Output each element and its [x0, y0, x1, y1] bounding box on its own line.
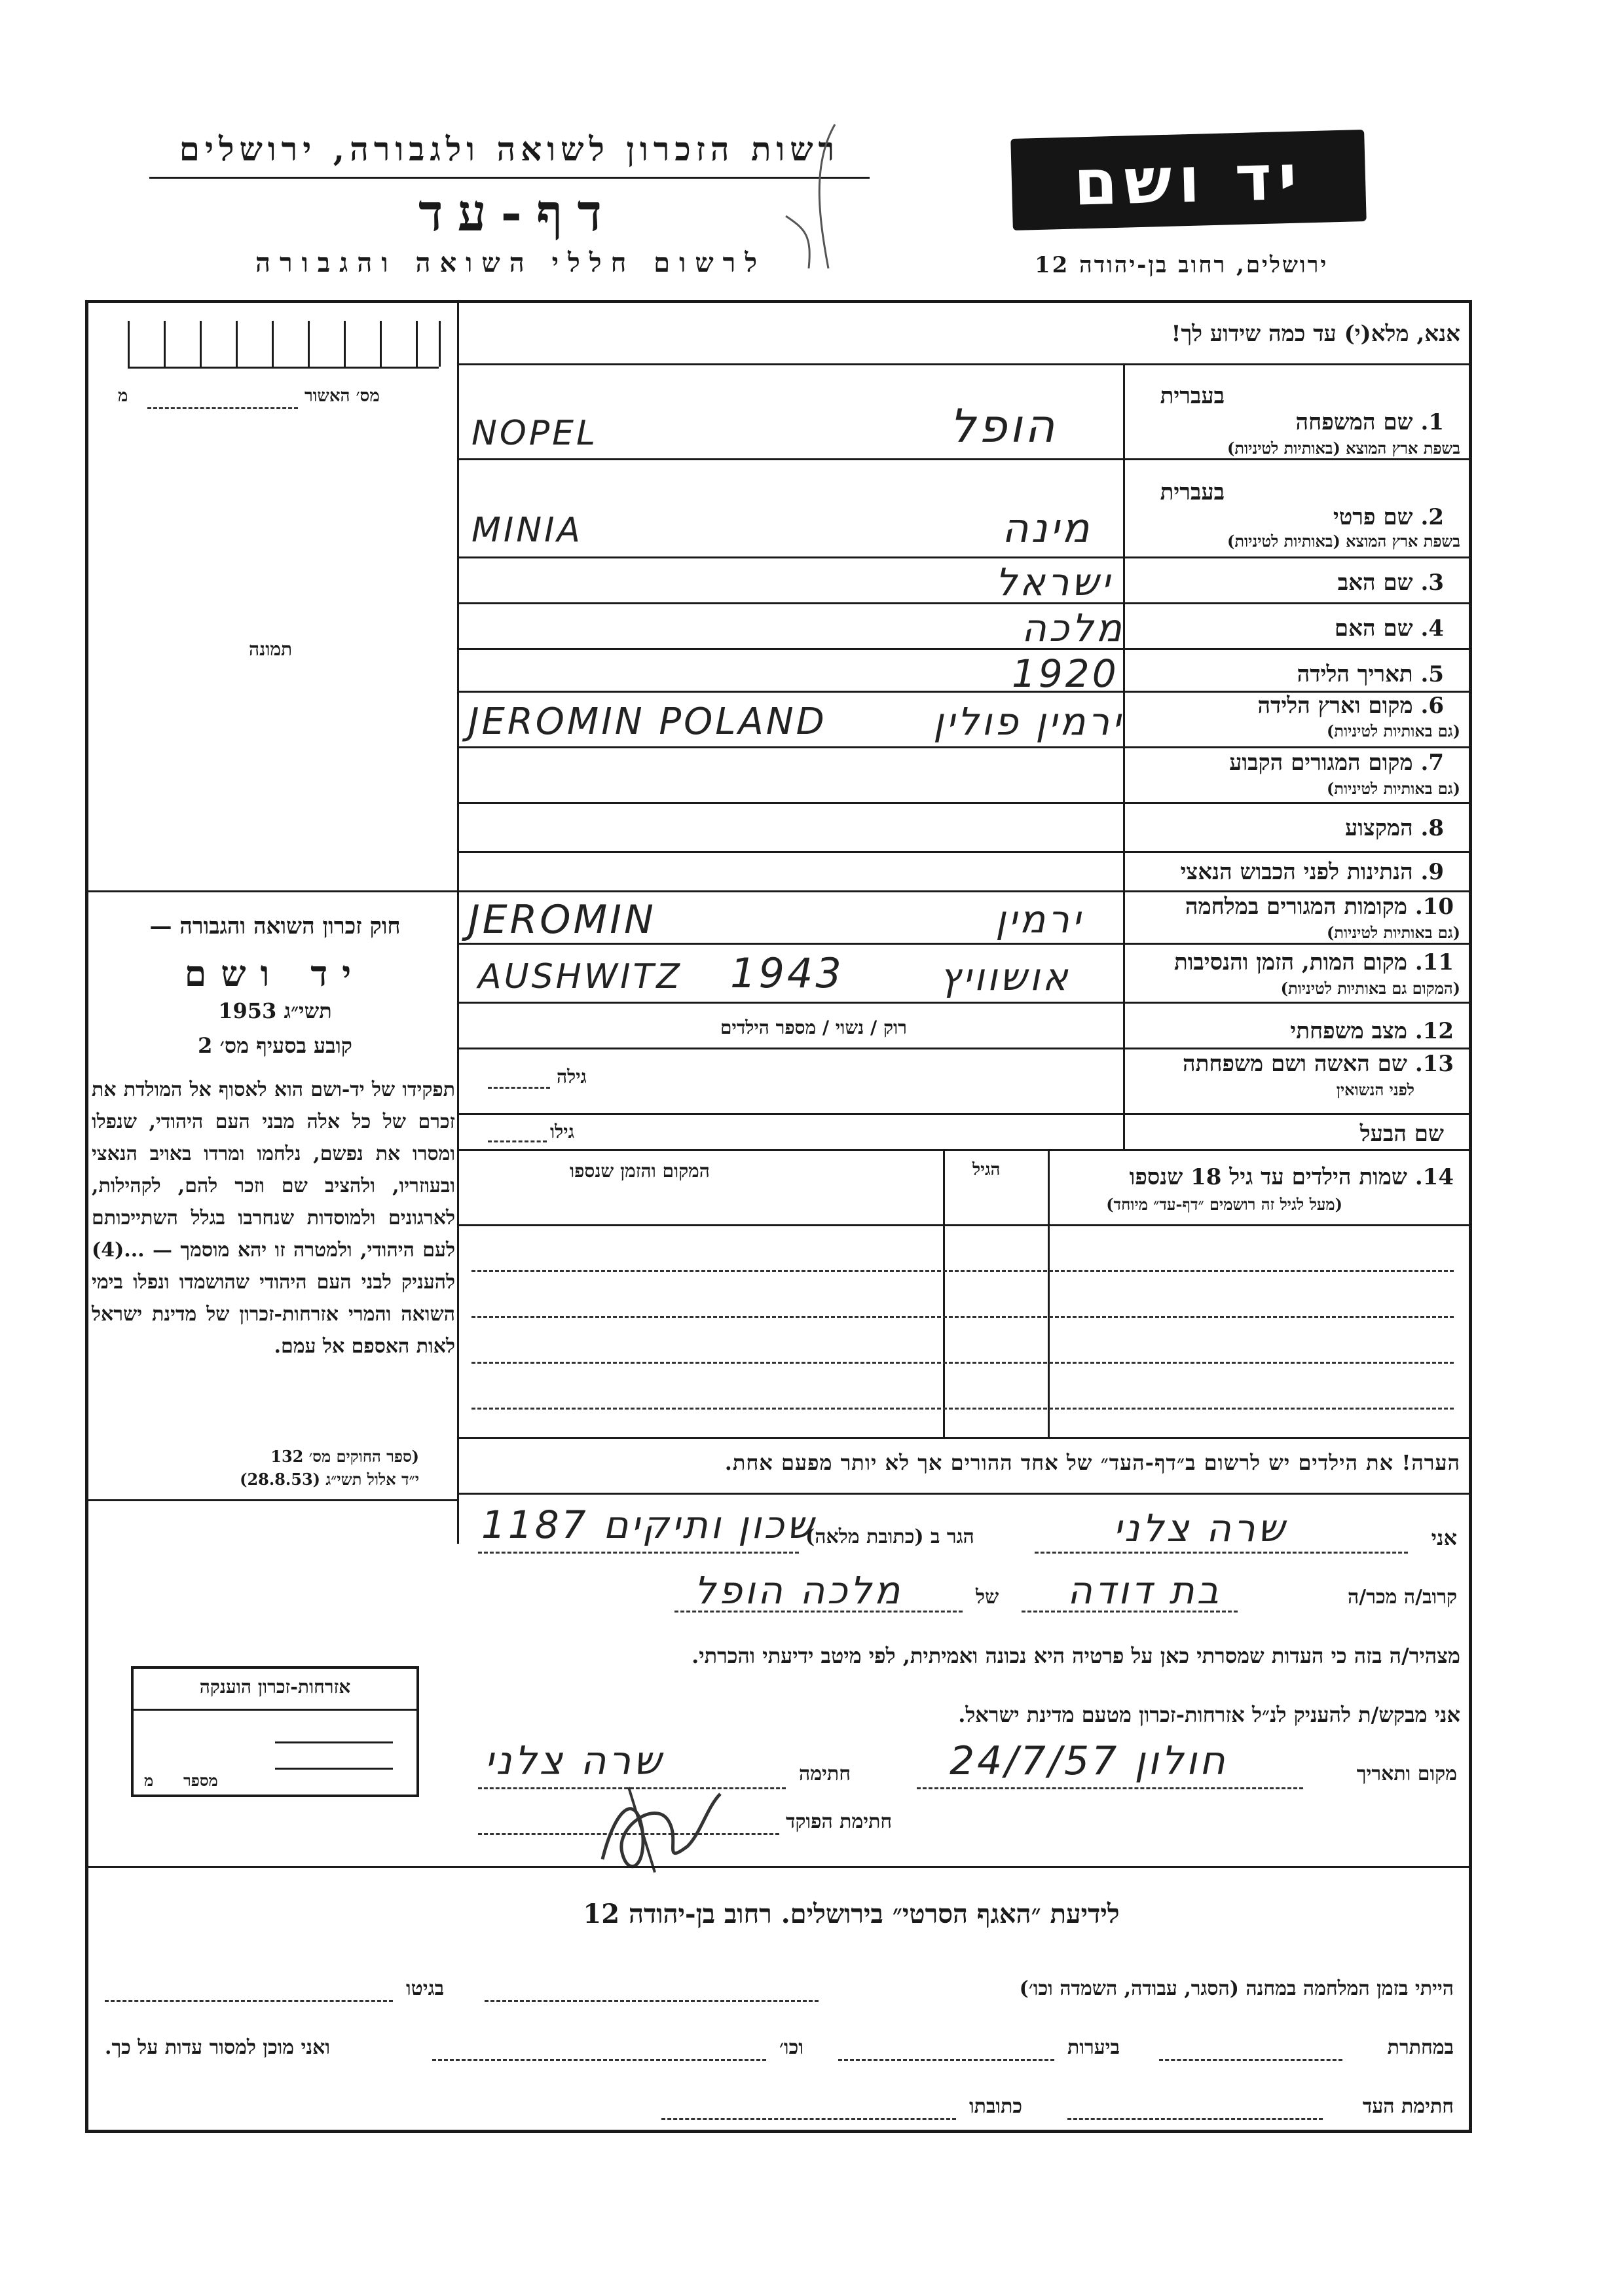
field-4-label	[1335, 615, 1444, 642]
field-3-hebrew[interactable]: ישראל	[995, 560, 1113, 604]
field-5-num: 5.	[1420, 661, 1444, 687]
footer-line2-c: וכו׳	[779, 2036, 803, 2059]
intro-rule	[457, 363, 1472, 365]
row-rule-14	[457, 1149, 1472, 1151]
field-7-text: מקום המגורים הקבוע	[1229, 750, 1413, 776]
field-11-year[interactable]: 1943	[730, 949, 844, 997]
footer-line3-field-a	[1067, 2118, 1323, 2120]
field-2-num: 2.	[1420, 504, 1444, 530]
field-1-sub: בשפת ארץ המוצא (באותיות לטיניות)	[1227, 439, 1460, 458]
stamp-no-label: מספר	[183, 1771, 218, 1790]
field-1-hebrew[interactable]: הופל	[950, 399, 1058, 453]
stamp-line-1	[131, 1709, 419, 1711]
field-11-hebrew[interactable]: אושוויץ	[940, 955, 1071, 999]
decl-address[interactable]: שכון ותיקים 1187	[481, 1503, 817, 1547]
field-13-num: 13.	[1414, 1051, 1454, 1077]
row-rule-3	[457, 602, 1472, 604]
law-year-heb: תשי״ג	[284, 998, 332, 1023]
law-source: (ספר החוקים מס׳ 132	[270, 1447, 419, 1466]
footer-line2-a: במחתרת	[1387, 2036, 1454, 2059]
field-14-label	[1130, 1164, 1454, 1190]
decl-of-label: של	[976, 1586, 999, 1609]
field-13-label	[1183, 1051, 1454, 1077]
footer-line1-b: בגיטו	[406, 1977, 445, 2000]
field-6-text: מקום וארץ הלידה	[1257, 693, 1413, 719]
children-row-4	[471, 1362, 1454, 1364]
footer-line2-field-c	[432, 2059, 766, 2061]
row-rule-4	[457, 648, 1472, 650]
decl-i-name[interactable]: שרה צלני	[1113, 1506, 1287, 1550]
field-6-num: 6.	[1420, 693, 1444, 719]
field-14-sub: (מעל לגיל זה רושמים ״דף-עד״ מיוחד)	[1106, 1195, 1342, 1214]
field-5-text: תאריך הלידה	[1297, 661, 1413, 687]
field-14-text: שמות הילדים עד גיל 18 שנספו	[1129, 1164, 1407, 1190]
decl-i-label: אני	[1431, 1525, 1457, 1550]
field-12-num: 12.	[1414, 1018, 1454, 1044]
field-2-sub: בשפת ארץ המוצא (באותיות לטיניות)	[1227, 532, 1460, 551]
decl-i-line	[1035, 1552, 1408, 1554]
law-top-rule	[85, 890, 458, 892]
children-row-2	[471, 1270, 1454, 1272]
children-bottom-rule	[457, 1437, 1472, 1439]
field-12-text: מצב משפחתי	[1290, 1018, 1407, 1044]
approval-no-line	[147, 407, 298, 409]
approval-no-mark: מ	[118, 386, 128, 406]
field-9-num: 9.	[1420, 859, 1444, 885]
field-11-latin[interactable]: AUSHWITZ	[478, 957, 682, 996]
decl-place-date[interactable]: חולון 24/7/57	[950, 1738, 1228, 1784]
law-title: חוק זכרון השואה והגבורה —	[149, 913, 401, 939]
photo-label: תמונה	[249, 638, 293, 660]
stamp-line-3	[275, 1768, 393, 1770]
husband-age-line	[488, 1140, 547, 1142]
field-6-latin[interactable]: JEROMIN POLAND	[468, 701, 827, 743]
row-rule-9	[457, 890, 1472, 892]
field-3-label	[1338, 570, 1444, 596]
field-10-latin[interactable]: JEROMIN	[468, 897, 656, 943]
field-7-num: 7.	[1420, 750, 1444, 776]
children-col-divider-1	[943, 1149, 945, 1437]
decl-resides-label: הגר ב (כתובת מלאה)	[805, 1525, 974, 1548]
field-13-age-label: גילה	[557, 1066, 587, 1087]
stamp-no-mark: מ	[144, 1771, 154, 1790]
footer-line1-field2	[105, 2000, 393, 2002]
decl-of-line	[674, 1611, 963, 1613]
field-14-num: 14.	[1414, 1164, 1454, 1190]
field-7-label	[1229, 750, 1444, 776]
footer-line2-field-b	[838, 2059, 1054, 2061]
law-year	[95, 998, 455, 1023]
decl-request: אני מבקש/ת להעניק לנ״ל אזרחות-זכרון מטעם מדינת ישראל.	[958, 1702, 1460, 1727]
footer-top-rule	[85, 1866, 1472, 1868]
field-2-latin[interactable]: MINIA	[471, 511, 583, 550]
sidebar-divider	[457, 300, 459, 1544]
institute-underline	[149, 177, 870, 179]
field-6-sub: (גם באותיות לטיניות)	[1326, 721, 1460, 740]
field-7-sub: (גם באותיות לטיניות)	[1326, 779, 1460, 798]
approval-no-label: מס׳ האשור	[304, 386, 380, 406]
children-row-3	[471, 1316, 1454, 1318]
field-10-sub: (גם באותיות לטיניות)	[1326, 923, 1460, 942]
form-subtitle: לרשום חללי השואה והגבורה	[255, 247, 767, 278]
children-row-5	[471, 1408, 1454, 1410]
field-13-sub: לפני הנשואין	[1336, 1080, 1414, 1099]
form-title: דף-עד	[418, 183, 616, 243]
row-rule-13	[457, 1113, 1472, 1115]
husband-age-label: גילו	[550, 1121, 574, 1142]
footer-line3-field-b	[661, 2118, 956, 2120]
field-2-label	[1333, 504, 1444, 530]
field-8-num: 8.	[1420, 815, 1444, 841]
field-2-text: שם פרטי	[1333, 504, 1413, 530]
stamp-title: אזרחות-זכרון הוענקה	[199, 1676, 351, 1698]
field-13-text: שם האשה ושם משפחתה	[1183, 1051, 1407, 1077]
law-source-date: י״ד אלול תשי״ג (28.8.53)	[240, 1470, 419, 1489]
footer-line1-field	[485, 2000, 819, 2002]
field-1-label	[1296, 409, 1444, 435]
field-12-label	[1290, 1018, 1454, 1044]
decl-signature-label: חתימה	[799, 1762, 851, 1785]
field-3-text: שם האב	[1337, 570, 1413, 596]
footer-line1-a: הייתי בזמן המלחמה במחנה (הסגר, עבודה, השמדה וכו׳)	[1019, 1977, 1454, 2000]
field-10-label	[1185, 894, 1454, 920]
field-1-text: שם המשפחה	[1295, 409, 1413, 435]
field-10-num: 10.	[1414, 894, 1454, 920]
footer-line3-a: חתימת העד	[1362, 2095, 1454, 2118]
field-13-age-line	[488, 1087, 550, 1089]
row-rule-2	[457, 556, 1472, 558]
decl-of-name[interactable]: מלכה הופל	[694, 1568, 903, 1613]
intro-text: אנא, מלא(י) עד כמה שידוע לך!	[1171, 321, 1460, 347]
field-11-label	[1174, 949, 1454, 975]
row-rule-7	[457, 802, 1472, 804]
field-4-num: 4.	[1420, 615, 1444, 642]
decl-signature[interactable]: שרה צלני	[485, 1738, 664, 1784]
row-rule-1	[457, 458, 1472, 460]
field-5-value[interactable]: 1920	[1012, 651, 1119, 696]
footer-title: לידיעת ״האגף הסרטי״ בירושלים. רחוב בן-יהודה 12	[583, 1899, 1120, 1929]
field-1-latin[interactable]: NOPEL	[471, 414, 599, 453]
field-3-num: 3.	[1420, 570, 1444, 596]
field-9-label	[1181, 859, 1445, 885]
field-8-label	[1345, 815, 1444, 841]
law-body: תפקידו של יד-ושם הוא לאסוף אל המולדת את זכרם של כל אלה מבני העם היהודי, שנפלו ומסרו את נפשם, נלחמו ומרדו באויב הנאצי ובעוזריו, ולהציב שם וזכר להם, לקהילות, לארגונים ולמוסדות שנחרבו בגלל השתייכותם לעם היהודי, ולמטרה זו יהא מוסמך — ...(4) להעניק לבני העם היהודי שהושמדו ונפלו בימי השואה והמרי אזרחות-זכרון של מדינת ישראל לאות האספם אל עמם.	[92, 1078, 455, 1358]
decl-relative-label: קרוב/ה מכר/ה	[1348, 1586, 1457, 1609]
hebrew-col-1: בעברית	[1160, 383, 1225, 409]
decl-statement: מצהיר/ה בזה כי העדות שמסרתי כאן על פרטיה היא נכונה ואמיתית, לפי מיטב ידיעתי והכרתי.	[692, 1643, 1460, 1668]
row-rule-6	[457, 746, 1472, 748]
row-rule-11	[457, 1002, 1472, 1004]
law-bottom-rule	[85, 1499, 458, 1501]
row-rule-10	[457, 943, 1472, 945]
field-1-num: 1.	[1420, 409, 1444, 435]
footer-line3-b: כתובתו	[969, 2095, 1023, 2118]
field-14-age-col: הגיל	[972, 1160, 1001, 1180]
note-bottom-rule	[457, 1493, 1472, 1495]
field-8-text: המקצוע	[1344, 815, 1413, 841]
law-clause: קובע בסעיף מס׳ 2	[198, 1033, 352, 1058]
field-4-text: שם האם	[1334, 615, 1413, 642]
decl-relation[interactable]: בת דודה	[1067, 1568, 1222, 1613]
field-6-hebrew[interactable]: ירמין פולין	[933, 699, 1124, 744]
field-11-num: 11.	[1414, 949, 1454, 975]
law-year-num: 1953	[218, 998, 277, 1023]
field-5-label	[1297, 661, 1444, 687]
row-rule-12	[457, 1048, 1472, 1049]
decl-officer-label: חתימת הפוקד	[786, 1810, 893, 1833]
field-10-hebrew[interactable]: ירמין	[995, 897, 1083, 941]
decl-place-date-label: מקום ותאריך	[1356, 1762, 1457, 1785]
field-10-text: מקומות המגורים במלחמה	[1185, 894, 1407, 920]
stamp-line-2	[275, 1741, 393, 1743]
children-row-1	[457, 1224, 1472, 1226]
address: ירושלים, רחוב בן-יהודה 12	[1035, 252, 1329, 278]
field-6-label	[1257, 693, 1444, 719]
decl-relation-line	[1022, 1611, 1238, 1613]
footer-line2-d: ואני מוכן למסור עדות על כך.	[105, 2036, 331, 2059]
row-rule-8	[457, 851, 1472, 853]
children-col-divider-2	[1048, 1149, 1050, 1437]
field-12-options: רוק / נשוי / מספר הילדים	[720, 1017, 907, 1038]
decl-address-line	[478, 1552, 799, 1554]
institute-name: רשות הזכרון לשואה ולגבורה, ירושלים	[179, 130, 840, 168]
field-4-hebrew[interactable]: מלכה	[1022, 606, 1124, 650]
decl-place-date-line	[917, 1787, 1303, 1789]
hebrew-col-2: בעברית	[1160, 479, 1225, 505]
footer-line2-b: ביערות	[1067, 2036, 1120, 2059]
note-text: הערה! את הילדים יש לרשום ב״דף-העד״ של אחד ההורים אך לא יותר מפעם אחת.	[724, 1450, 1460, 1475]
field-11-text: מקום המות, הזמן והנסיבות	[1173, 949, 1407, 975]
label-column-divider	[1123, 363, 1125, 1149]
field-11-sub: (המקום גם באותיות לטיניות)	[1280, 979, 1460, 998]
field-14-place-col: המקום והזמן שנספו	[570, 1160, 710, 1182]
law-name: יד ושם	[184, 953, 366, 994]
header-pen-mark	[773, 118, 851, 288]
officer-signature-scribble	[589, 1768, 733, 1886]
field-9-text: הנתינות לפני הכבוש הנאצי	[1180, 859, 1413, 885]
footer-line2-field-a	[1159, 2059, 1342, 2061]
field-2-hebrew[interactable]: מינה	[1002, 504, 1092, 552]
husband-label: שם הבעל	[1359, 1121, 1444, 1147]
yad-vashem-logo: יד ושם	[1010, 130, 1366, 230]
